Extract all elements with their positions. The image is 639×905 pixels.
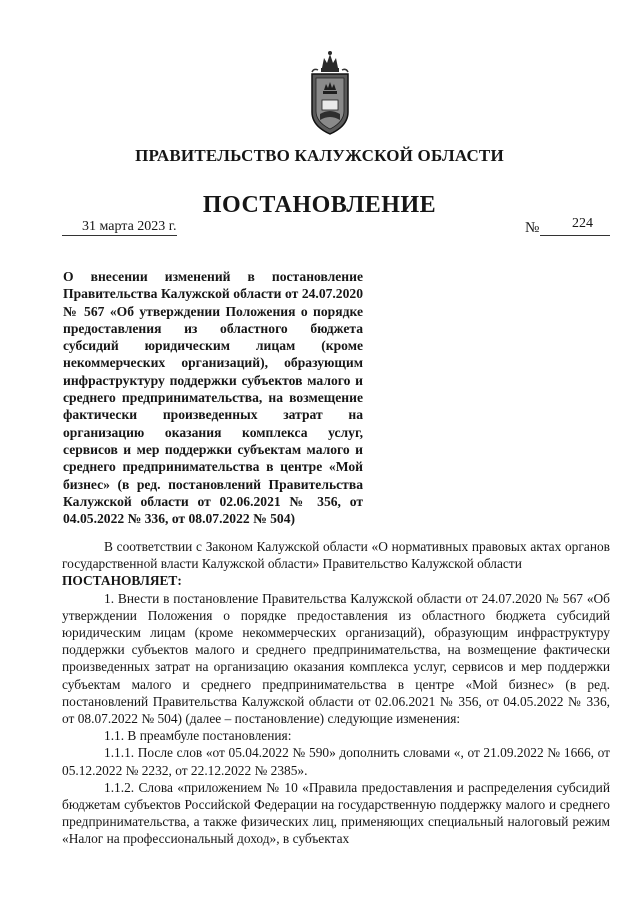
document-title: О внесении изменений в постановление Правительства Калужской области от 24.07.2020 № 567 «Об утверждении Положения о порядке предоставления из областного бюджета субсидий юридическим лицам (кроме некоммерческих организаций), образующим инфраструктуру поддержки субъектов малого и среднего предпринимательства, на возмещение фактически произведенных затрат на организацию оказания комплекса услуг, сервисов и мер поддержки субъектам малого и среднего предпринимательства в центре «Мой бизнес» (в ред. постановлений Правительства Калужской области от 02.06.2021 № 356, от 04.05.2022 № 336, от 08.07.2022 № 504) (63, 269, 363, 527)
number-label: № (525, 220, 540, 236)
decree-word: ПОСТАНОВЛЯЕТ: (62, 573, 182, 589)
paragraph-1-1-2: 1.1.2. Слова «приложением № 10 «Правила предоставления и распределения субсидий бюджетам субъектов Российской Федерации на государственную поддержку малого и среднего предпринимательства, а также физических лиц, применяющих специальный налоговый режим «Налог на профессиональный доход», в субъектах (62, 779, 610, 847)
number-underline (540, 235, 610, 236)
document-type: ПОСТАНОВЛЕНИЕ (202, 192, 437, 218)
paragraph-1: 1. Внести в постановление Правительства Калужской области от 24.07.2020 № 567 «Об утверждении Положения о порядке предоставления из областного бюджета субсидий юридическим лицам (кроме некоммерческих организаций), образующим инфраструктуру поддержки субъектов малого и среднего предпринимательства, на возмещение фактически произведенных затрат на организацию оказания комплекса услуг, сервисов и мер поддержки субъектам малого и среднего предпринимательства в центре «Мой бизнес» (в ред. постановлений Правительства Калужской области от 02.06.2021 № 356, от 04.05.2022 № 336, от 08.07.2022 № 504) (далее – постановление) следующие изменения: (62, 590, 610, 727)
document-number: 224 (572, 216, 593, 231)
preamble-paragraph: В соответствии с Законом Калужской области «О нормативных правовых актах органов государственной власти Калужской области» Правительство Калужской области (62, 539, 610, 572)
paragraph-1-1: 1.1. В преамбуле постановления: (104, 728, 292, 744)
paragraph-1-1-1: 1.1.1. После слов «от 05.04.2022 № 590» дополнить словами «, от 21.09.2022 № 1666, от 05.12.2022 № 2232, от 22.12.2022 № 2385». (62, 745, 610, 778)
document-body (62, 538, 610, 848)
date-underline (62, 235, 177, 236)
government-name: ПРАВИТЕЛЬСТВО КАЛУЖСКОЙ ОБЛАСТИ (135, 146, 504, 165)
coat-of-arms-emblem (300, 50, 360, 138)
document-date: 31 марта 2023 г. (82, 219, 177, 234)
